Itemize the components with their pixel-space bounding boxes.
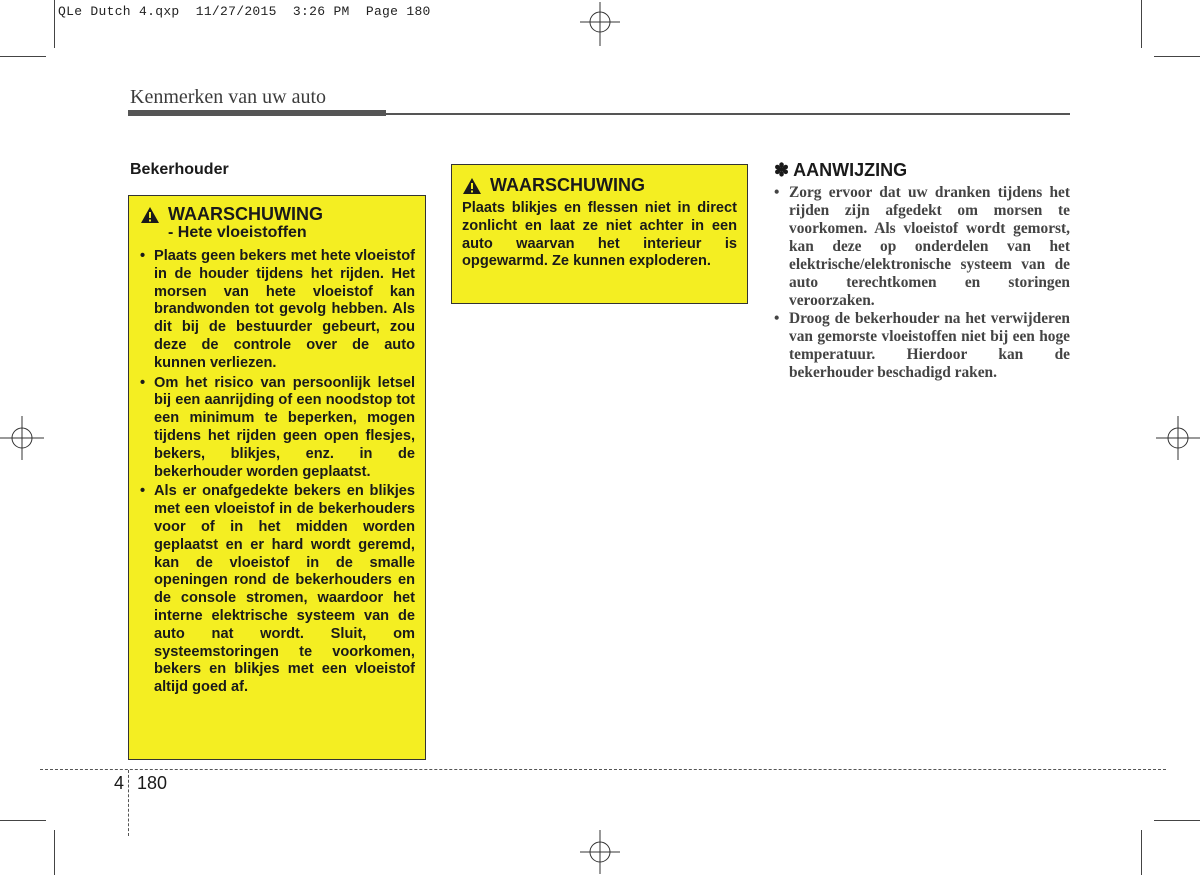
list-item: • Zorg ervoor dat uw dranken tijdens het rijden zijn afgedekt om morsen te voorkomen. Als vloeistof wordt gemorst, kan deze op onderdelen van het elektrische/elektronische systeem van de auto terechtkomen en storingen veroorzaken. (774, 184, 1070, 310)
crop-mark (1141, 0, 1142, 48)
list-item: • Droog de bekerhouder na het verwijderen van gemorste vloeistoffen niet bij een hoge temperatuur. Hierdoor kan de bekerhouder beschadigd raken. (774, 310, 1070, 382)
crop-mark (54, 0, 55, 48)
footer-divider (40, 769, 1166, 770)
registration-mark-icon (1156, 416, 1200, 460)
chapter-number: 4 (114, 773, 125, 793)
warning-title-text: WAARSCHUWING (490, 175, 645, 195)
crop-mark (1141, 830, 1142, 875)
warning-title-text: WAARSCHUWING (168, 204, 323, 224)
warning-subtitle: - Hete vloeistoffen (168, 224, 307, 241)
crop-mark (1154, 56, 1200, 57)
section-title: Kenmerken van uw auto (130, 86, 327, 108)
registration-mark-icon (578, 830, 622, 874)
warning-box-sunlight (451, 164, 748, 304)
warning-box-hot-liquids (128, 195, 426, 760)
list-item: • Als er onafgedekte bekers en blikjes met een vloeistof in de bekerhouders voor of in het midden worden geplaatst en er hard wordt geremd, kan de vloeistof in de smalle openingen rond de bekerhouders en de console stromen, waardoor het interne elektrische systeem van de auto nat wordt. Sluit, om systeemstoringen te voorkomen, bekers en blikjes met een vloeistof altijd goed af. (140, 483, 415, 697)
note-list (774, 184, 1070, 382)
crop-mark (0, 820, 46, 821)
crop-mark (54, 830, 55, 875)
registration-mark-icon (578, 2, 622, 46)
note-title (774, 160, 907, 181)
print-slug: QLe Dutch 4.qxp 11/27/2015 3:26 PM Page 180 (58, 4, 431, 19)
note-title-text: AANWIJZING (793, 160, 908, 180)
note-symbol-icon: ✽ (774, 160, 790, 180)
footer-divider-vertical (128, 770, 129, 836)
warning-text: Plaats blikjes en flessen niet in direct zonlicht en laat ze niet achter in een auto waarvan het interieur is opgewarmd. Ze kunnen exploderen. (462, 200, 737, 270)
warning-triangle-icon (140, 206, 160, 224)
list-item: • Plaats geen bekers met hete vloeistof in de houder tijdens het rijden. Het morsen van hete vloeistof kan brandwonden tot gevolg hebben. Als dit bij de bestuurder gebeurt, zou deze de controle over de auto kunnen verliezen. (140, 248, 415, 373)
crop-mark (1154, 820, 1200, 821)
header-rule-thick (128, 110, 386, 116)
warning-title (140, 204, 415, 225)
warning-title (462, 175, 737, 196)
page-number: 180 (137, 773, 168, 793)
list-item: • Om het risico van persoonlijk letsel bij een aanrijding of een noodstop tot een minimum te beperken, mogen tijdens het rijden geen open flesjes, bekers, blikjes, enz. in de bekerhouder worden geplaatst. (140, 375, 415, 482)
warning-list (140, 248, 415, 697)
registration-mark-icon (0, 416, 44, 460)
crop-mark (0, 56, 46, 57)
warning-triangle-icon (462, 177, 482, 195)
subheading: Bekerhouder (130, 161, 229, 178)
header-rule-thin (386, 113, 1070, 115)
